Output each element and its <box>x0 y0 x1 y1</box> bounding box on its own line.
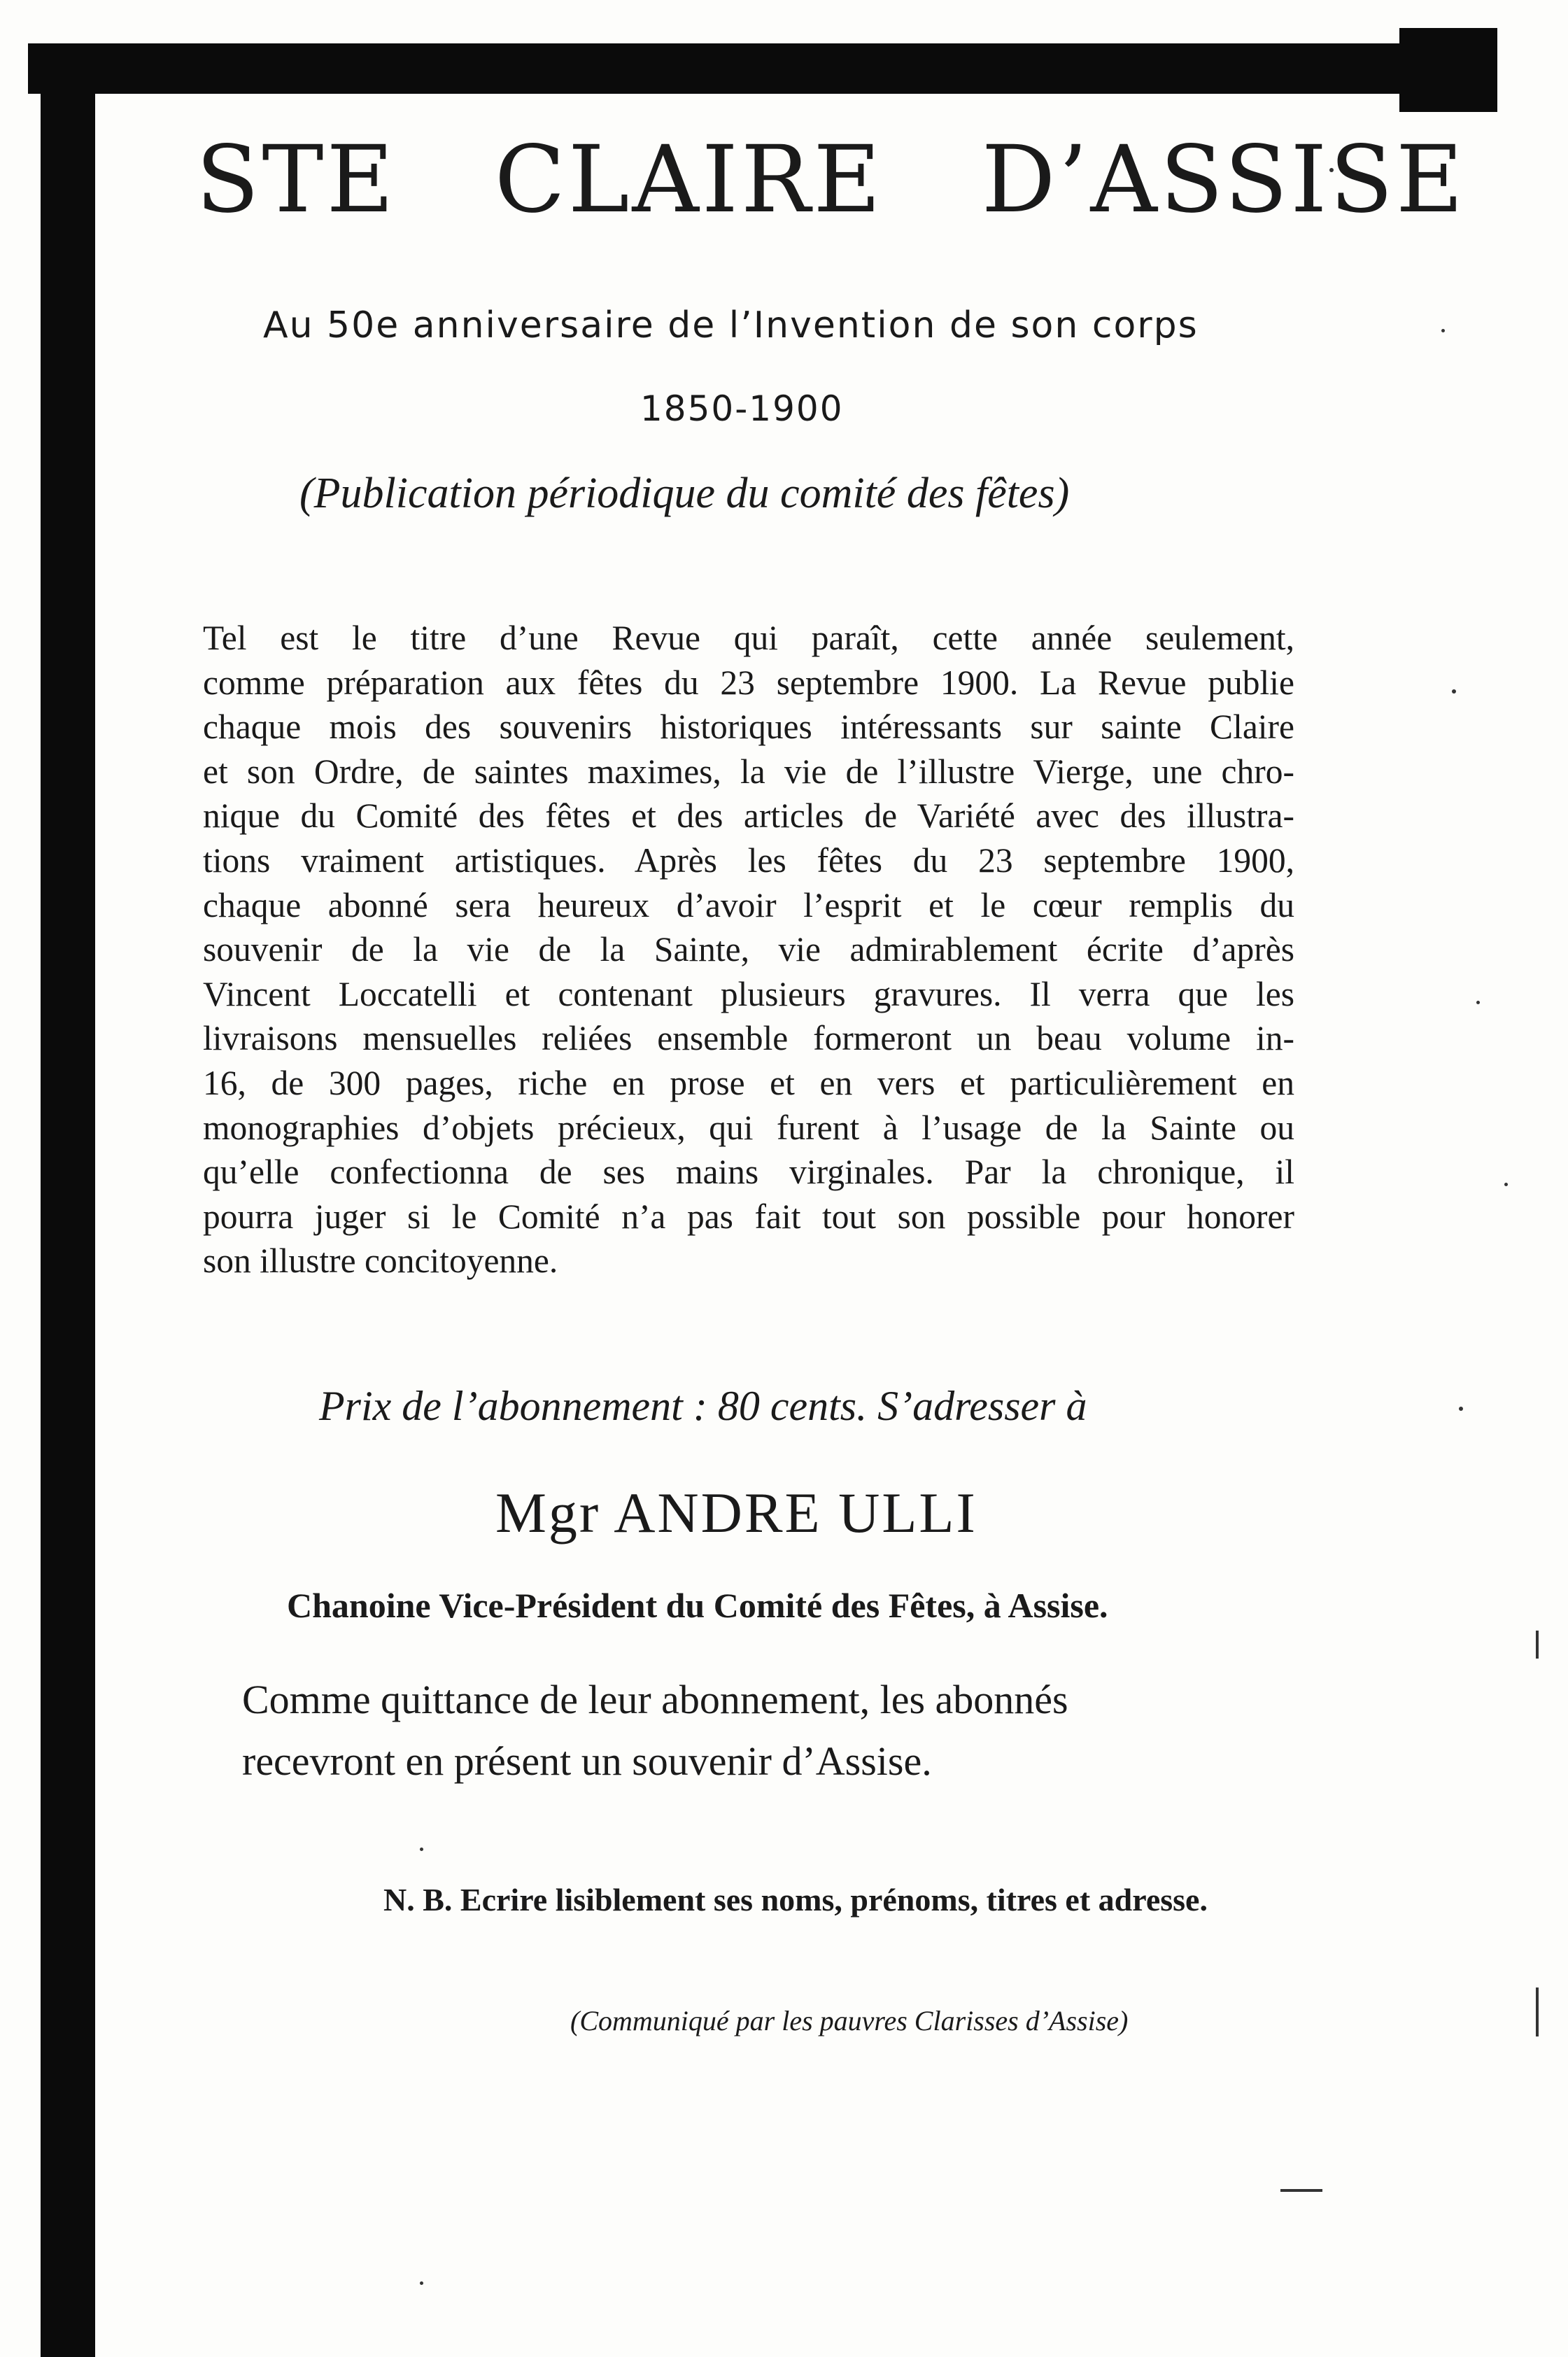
years: 1850-1900 <box>640 388 844 429</box>
body-line: nique du Comité des fêtes et des articles de Variété avec des illustra- <box>203 796 1294 836</box>
document-title <box>196 126 1467 234</box>
publication-note: (Publication périodique du comité des fêtes) <box>299 470 1070 517</box>
title-word: STE <box>196 126 397 234</box>
body-paragraph <box>203 616 1294 1283</box>
body-line: comme préparation aux fêtes du 23 septembre 1900. La Revue publie <box>203 663 1294 702</box>
body-line: chaque abonné sera heureux d’avoir l’esprit et le cœur remplis du <box>203 885 1294 924</box>
body-line: tions vraiment artistiques. Après les fêtes du 23 septembre 1900, <box>203 840 1294 880</box>
communique-credit: (Communiqué par les pauvres Clarisses d’Assise) <box>570 2005 1129 2036</box>
receipt-note <box>242 1669 1292 1792</box>
body-line: son illustre concitoyenne. <box>203 1241 558 1281</box>
body-line: et son Ordre, de saintes maximes, la vie de l’illustre Vierge, une chro- <box>203 752 1294 791</box>
contact-role: Chanoine Vice-Président du Comité des Fêtes, à Assise. <box>287 1586 1108 1625</box>
nota-bene: N. B. Ecrire lisiblement ses noms, prénoms, titres et adresse. <box>383 1882 1208 1918</box>
subtitle: Au 50e anniversaire de l’Invention de son corps <box>263 304 1199 346</box>
receipt-line: Comme quittance de leur abonnement, les abonnés <box>242 1677 1068 1722</box>
receipt-line: recevront en présent un souvenir d’Assise. <box>242 1738 932 1784</box>
body-line: 16, de 300 pages, riche en prose et en vers et particulièrement en <box>203 1063 1294 1102</box>
body-line: souvenir de la vie de la Sainte, vie admirablement écrite d’après <box>203 930 1294 969</box>
body-line: qu’elle confectionna de ses mains virginales. Par la chronique, il <box>203 1153 1294 1192</box>
title-word: D’ASSISE <box>981 126 1467 234</box>
body-line: pourra juger si le Comité n’a pas fait tout son possible pour honorer <box>203 1197 1294 1236</box>
body-line: Tel est le titre d’une Revue qui paraît, cette année seulement, <box>203 619 1294 657</box>
contact-name: Mgr ANDRE ULLI <box>495 1481 977 1545</box>
body-line: chaque mois des souvenirs historiques intéressants sur sainte Claire <box>203 708 1294 747</box>
body-line: Vincent Loccatelli et contenant plusieurs gravures. Il verra que les <box>203 974 1294 1013</box>
subscription-price: Prix de l’abonnement : 80 cents. S’adresser à <box>319 1383 1087 1429</box>
body-line: livraisons mensuelles reliées ensemble formeront un beau volume in- <box>203 1019 1294 1058</box>
title-word: CLAIRE <box>494 126 884 234</box>
body-line: monographies d’objets précieux, qui furent à l’usage de la Sainte ou <box>203 1108 1294 1147</box>
